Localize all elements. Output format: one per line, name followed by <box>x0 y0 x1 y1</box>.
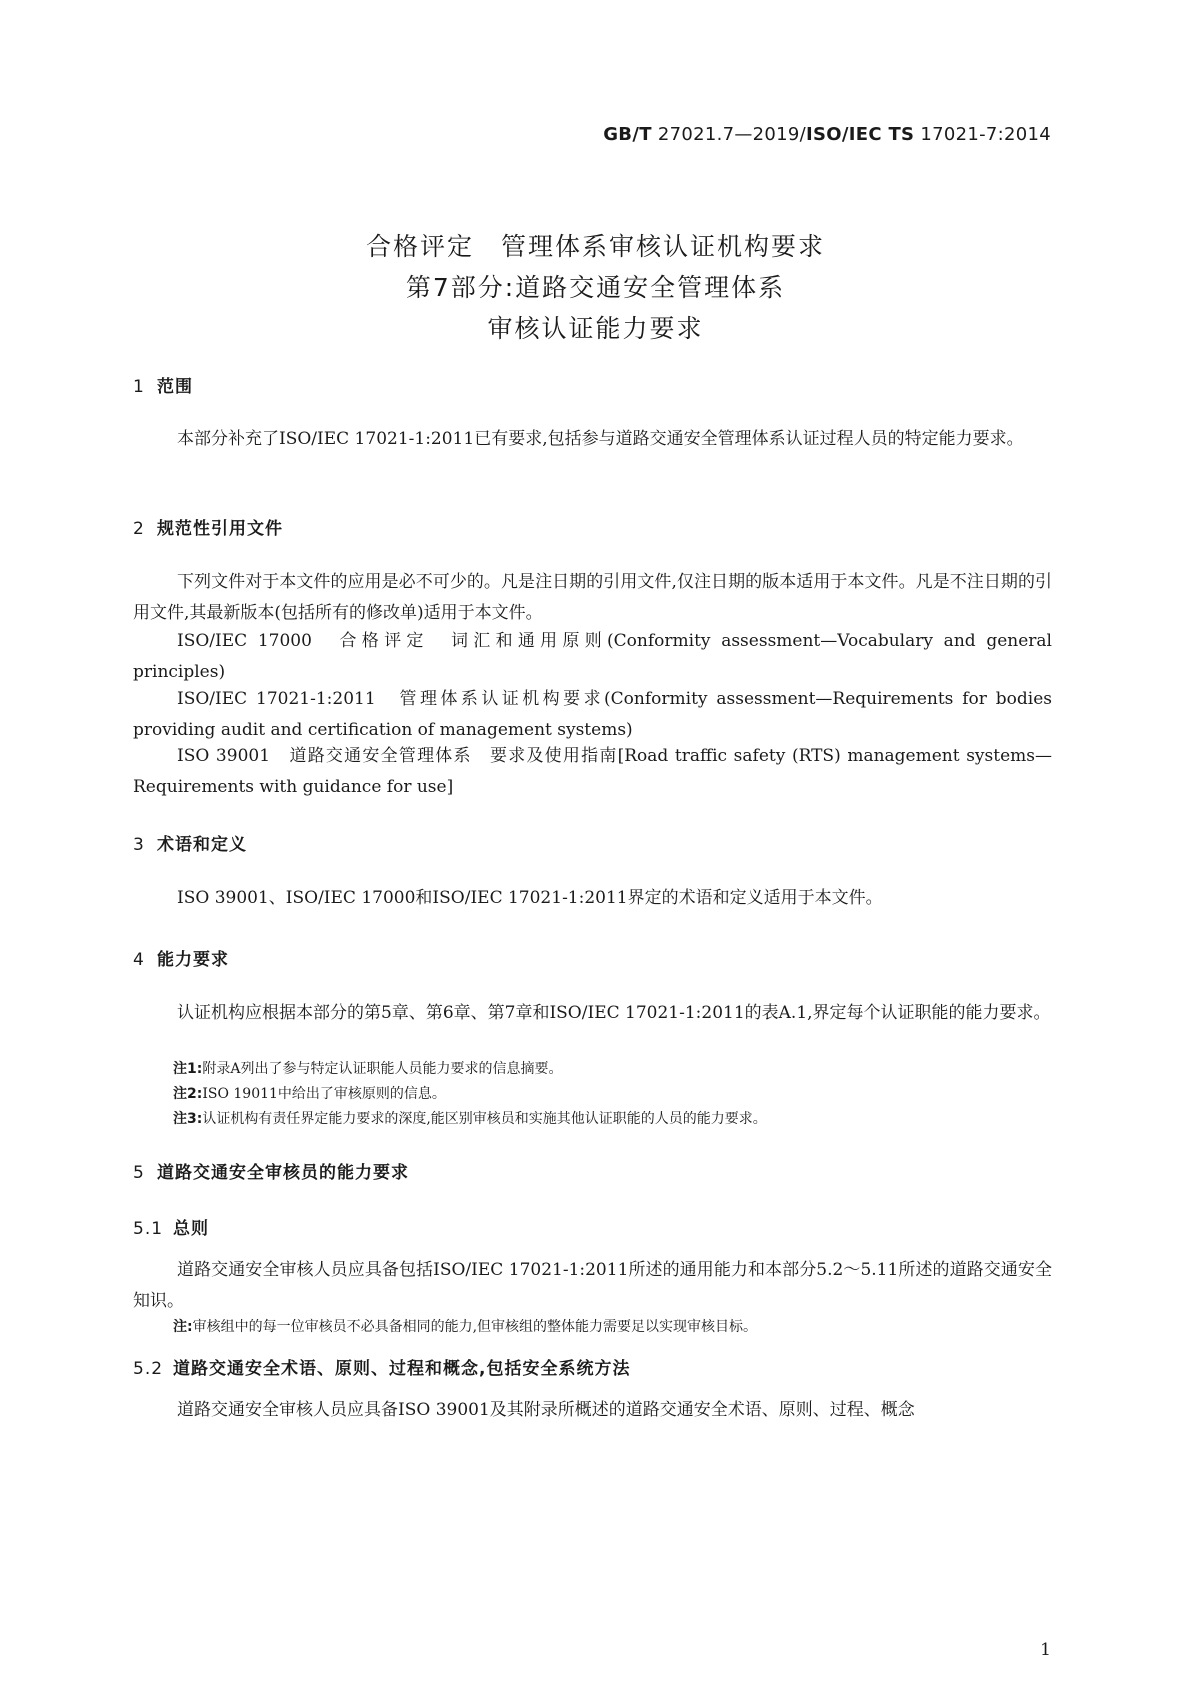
section-title: 规范性引用文件 <box>157 519 283 539</box>
note-text: 审核组中的每一位审核员不必具备相同的能力,但审核组的整体能力需要足以实现审核目标。 <box>192 1319 758 1335</box>
title-line-2: 第7部分:道路交通安全管理体系 <box>405 273 786 302</box>
page-number: 1 <box>1040 1640 1051 1660</box>
section-number: 1 <box>133 377 145 397</box>
title-line-3: 审核认证能力要求 <box>487 314 704 343</box>
section-1-heading <box>133 372 193 397</box>
std-gb-label: GB/T <box>603 124 652 145</box>
section-title: 能力要求 <box>157 950 229 970</box>
section-5-1-heading <box>133 1214 209 1239</box>
note-label: 注2: <box>173 1086 203 1102</box>
section-number: 5.1 <box>133 1219 164 1239</box>
section-3-heading <box>133 830 247 855</box>
section-number: 5 <box>133 1163 145 1183</box>
normative-reference-1: ISO/IEC 17000 合格评定 词汇和通用原则(Conformity assessment—Vocabulary and general principles) <box>133 631 1052 682</box>
section-2-heading <box>133 514 283 539</box>
std-gb-number: 27021.7—2019/ <box>657 124 807 145</box>
normative-reference-3: ISO 39001 道路交通安全管理体系 要求及使用指南[Road traffic safety (RTS) management systems—Requirements with guidance for use] <box>133 746 1052 797</box>
section-2-paragraph: 下列文件对于本文件的应用是必不可少的。凡是注日期的引用文件,仅注日期的版本适用于本文件。凡是不注日期的引用文件,其最新版本(包括所有的修改单)适用于本文件。 <box>133 572 1052 623</box>
document-title <box>0 226 1191 349</box>
section-1-paragraph: 本部分补充了ISO/IEC 17021-1:2011已有要求,包括参与道路交通安全管理体系认证过程人员的特定能力要求。 <box>177 429 1024 449</box>
section-5-1-note <box>173 1315 1053 1339</box>
standard-code <box>603 124 1051 145</box>
std-iso-label: ISO/IEC TS <box>806 124 915 145</box>
section-title: 道路交通安全术语、原则、过程和概念,包括安全系统方法 <box>173 1359 631 1379</box>
section-number: 5.2 <box>133 1359 164 1379</box>
note-label: 注3: <box>173 1111 203 1127</box>
note-text: 认证机构有责任界定能力要求的深度,能区别审核员和实施其他认证职能的人员的能力要求。 <box>202 1111 767 1127</box>
note-text: ISO 19011中给出了审核原则的信息。 <box>202 1086 446 1102</box>
normative-reference-2: ISO/IEC 17021-1:2011 管理体系认证机构要求(Conformity assessment—Requirements for bodies providing audit and certification of management systems) <box>133 689 1052 740</box>
section-3-paragraph: ISO 39001、ISO/IEC 17000和ISO/IEC 17021-1:2011界定的术语和定义适用于本文件。 <box>177 888 883 908</box>
note-label: 注: <box>173 1319 193 1335</box>
title-line-1: 合格评定 管理体系审核认证机构要求 <box>365 232 825 261</box>
section-5-1-paragraph: 道路交通安全审核人员应具备包括ISO/IEC 17021-1:2011所述的通用能力和本部分5.2～5.11所述的道路交通安全知识。 <box>133 1260 1052 1311</box>
section-5-2-heading <box>133 1354 630 1379</box>
section-4-heading <box>133 945 229 970</box>
section-number: 2 <box>133 519 145 539</box>
section-title: 总则 <box>173 1219 209 1239</box>
section-number: 3 <box>133 835 145 855</box>
section-5-2-paragraph: 道路交通安全审核人员应具备ISO 39001及其附录所概述的道路交通安全术语、原则、过程、概念 <box>177 1400 915 1420</box>
note-label: 注1: <box>173 1061 203 1077</box>
note-1 <box>173 1057 1053 1081</box>
section-number: 4 <box>133 950 145 970</box>
std-iso-number: 17021-7:2014 <box>920 124 1051 145</box>
section-4-paragraph: 认证机构应根据本部分的第5章、第6章、第7章和ISO/IEC 17021-1:2011的表A.1,界定每个认证职能的能力要求。 <box>177 1003 1051 1023</box>
section-5-heading <box>133 1158 409 1183</box>
section-title: 术语和定义 <box>157 835 247 855</box>
note-3 <box>173 1107 1053 1131</box>
section-title: 道路交通安全审核员的能力要求 <box>157 1163 409 1183</box>
note-text: 附录A列出了参与特定认证职能人员能力要求的信息摘要。 <box>202 1061 563 1077</box>
note-2 <box>173 1082 1053 1106</box>
section-title: 范围 <box>157 377 193 397</box>
